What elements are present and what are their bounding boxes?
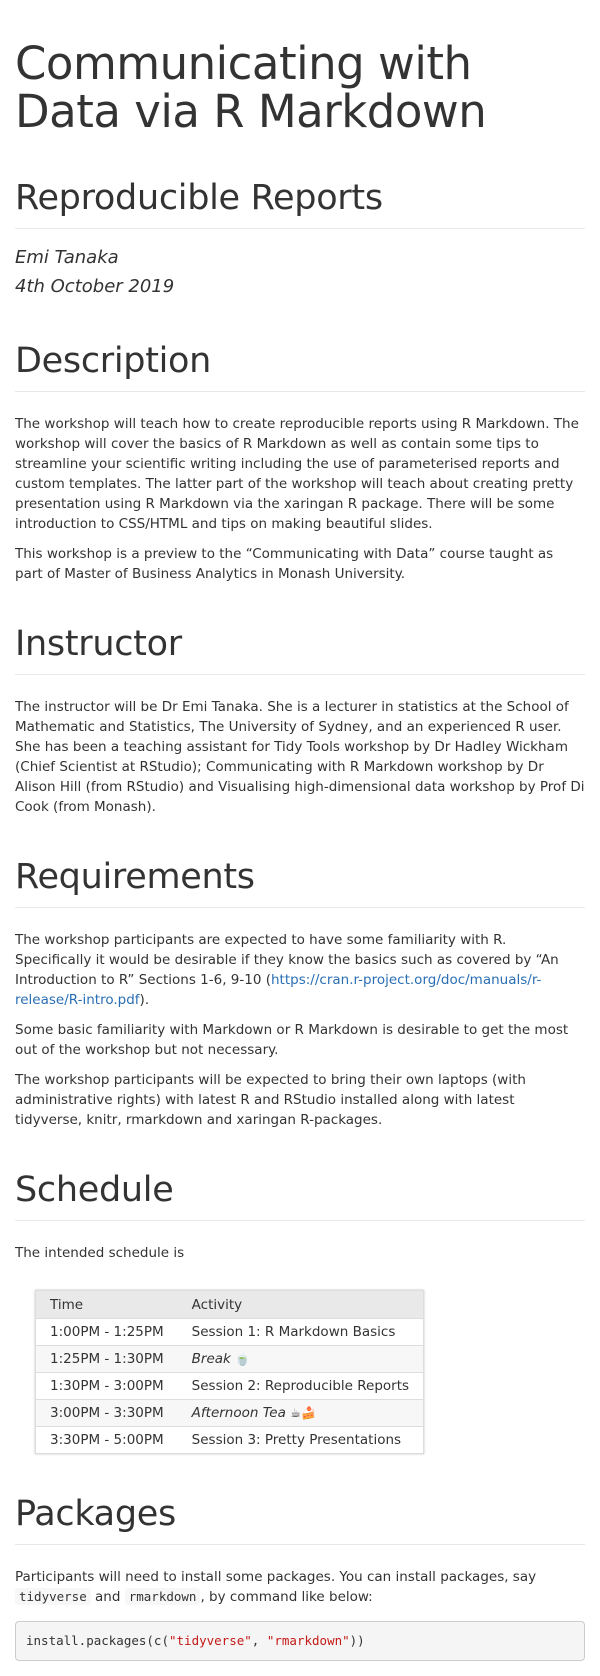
column-header-activity: Activity <box>178 1291 424 1319</box>
code-string-rmarkdown: "rmarkdown" <box>266 1633 350 1648</box>
packages-and: and <box>90 1589 125 1605</box>
coffee-cake-icon: ☕🍰 <box>290 1406 316 1420</box>
r-intro-link[interactable]: https://cran.r-project.org/doc/manuals/r-release/R-intro.pdf <box>15 972 542 1008</box>
requirements-section <box>15 857 585 1130</box>
table-row <box>36 1427 424 1454</box>
inline-code-rmarkdown: rmarkdown <box>125 1588 201 1605</box>
description-heading: Description <box>15 341 585 392</box>
instructor-paragraph: The instructor will be Dr Emi Tanaka. She is a lecturer in statistics at the School of Mathematic and Statistics, The University of Sydney, and an experienced R user. She has been a teaching assistant for Tidy Tools workshop by Dr Hadley Wickham (Chief Scientist at RStudio); Communicating with R Markdown workshop by Dr Alison Hill (from RStudio) and Visualising high-dimensional data workshop by Prof Di Cook (from Monash). <box>15 699 585 815</box>
packages-text-end: , by command like below: <box>200 1589 373 1605</box>
row-time: 1:25PM - 1:30PM <box>36 1346 178 1373</box>
code-end: )) <box>349 1633 365 1648</box>
description-paragraph-2: This workshop is a preview to the “Communicating with Data” course taught as part of Master of Business Analytics in Monash University. <box>15 546 554 582</box>
requirements-paragraph-1 <box>15 930 585 1010</box>
document <box>0 37 600 1661</box>
schedule-heading: Schedule <box>15 1170 585 1221</box>
description-section <box>15 341 585 584</box>
table-row <box>36 1319 424 1346</box>
requirements-heading: Requirements <box>15 857 585 908</box>
column-header-time: Time <box>36 1291 178 1319</box>
row-time: 3:30PM - 5:00PM <box>36 1427 178 1454</box>
row-time: 3:00PM - 3:30PM <box>36 1400 178 1427</box>
author: Emi Tanaka <box>15 247 119 268</box>
inline-code-tidyverse: tidyverse <box>15 1588 91 1605</box>
row-time: 1:30PM - 3:00PM <box>36 1373 178 1400</box>
packages-heading: Packages <box>15 1494 585 1545</box>
row-activity <box>178 1400 424 1427</box>
break-label: Break <box>191 1351 231 1367</box>
row-time: 1:00PM - 1:25PM <box>36 1319 178 1346</box>
table-row <box>36 1346 424 1373</box>
page-title: Communicating with Data via R Markdown <box>15 37 487 138</box>
row-activity: Session 3: Pretty Presentations <box>178 1427 424 1454</box>
requirements-paragraph-3: The workshop participants will be expected to bring their own laptops (with administrative rights) with latest R and RStudio installed along with latest tidyverse, knitr, rmarkdown and xaringan R-packages. <box>15 1072 526 1128</box>
row-activity: Session 2: Reproducible Reports <box>178 1373 424 1400</box>
requirements-text-end: ). <box>139 992 150 1008</box>
schedule-section <box>15 1170 585 1454</box>
date: 4th October 2019 <box>15 276 175 297</box>
table-row <box>36 1373 424 1400</box>
code-string-tidyverse: "tidyverse" <box>169 1633 252 1648</box>
author-date-block <box>15 243 585 301</box>
schedule-intro: The intended schedule is <box>15 1245 185 1261</box>
page-subtitle: Reproducible Reports <box>15 178 585 229</box>
instructor-section <box>15 624 585 817</box>
packages-paragraph <box>15 1567 585 1607</box>
tea-icon: 🍵 <box>235 1352 251 1366</box>
instructor-heading: Instructor <box>15 624 585 675</box>
code-block[interactable] <box>15 1621 585 1661</box>
requirements-paragraph-2: Some basic familiarity with Markdown or R Markdown is desirable to get the most out of the workshop but not necessary. <box>15 1022 569 1058</box>
description-paragraph-1: The workshop will teach how to create reproducible reports using R Markdown. The workshop will cover the basics of R Markdown as well as contain some tips to streamline your scientific writing including the use of parameterised reports and custom templates. The latter part of the workshop will teach about creating pretty presentation using R Markdown via the xaringan R package. There will be some introduction to CSS/HTML and tips on making beautiful slides. <box>15 416 579 532</box>
requirements-text: The workshop participants are expected to have some familiarity with R. Specifically it would be desirable if they know the basics such as covered by “An Introduction to R” Sections 1-6, 9-10 ( <box>15 932 559 988</box>
table-header-row <box>36 1291 424 1319</box>
row-activity: Session 1: R Markdown Basics <box>178 1319 424 1346</box>
row-activity <box>178 1346 424 1373</box>
table-row <box>36 1400 424 1427</box>
code-separator: , <box>251 1633 267 1648</box>
code-function: install.packages(c( <box>26 1633 169 1648</box>
packages-text: Participants will need to install some packages. You can install packages, say <box>15 1569 537 1585</box>
schedule-table <box>35 1290 424 1454</box>
afternoon-tea-label: Afternoon Tea <box>191 1405 286 1421</box>
